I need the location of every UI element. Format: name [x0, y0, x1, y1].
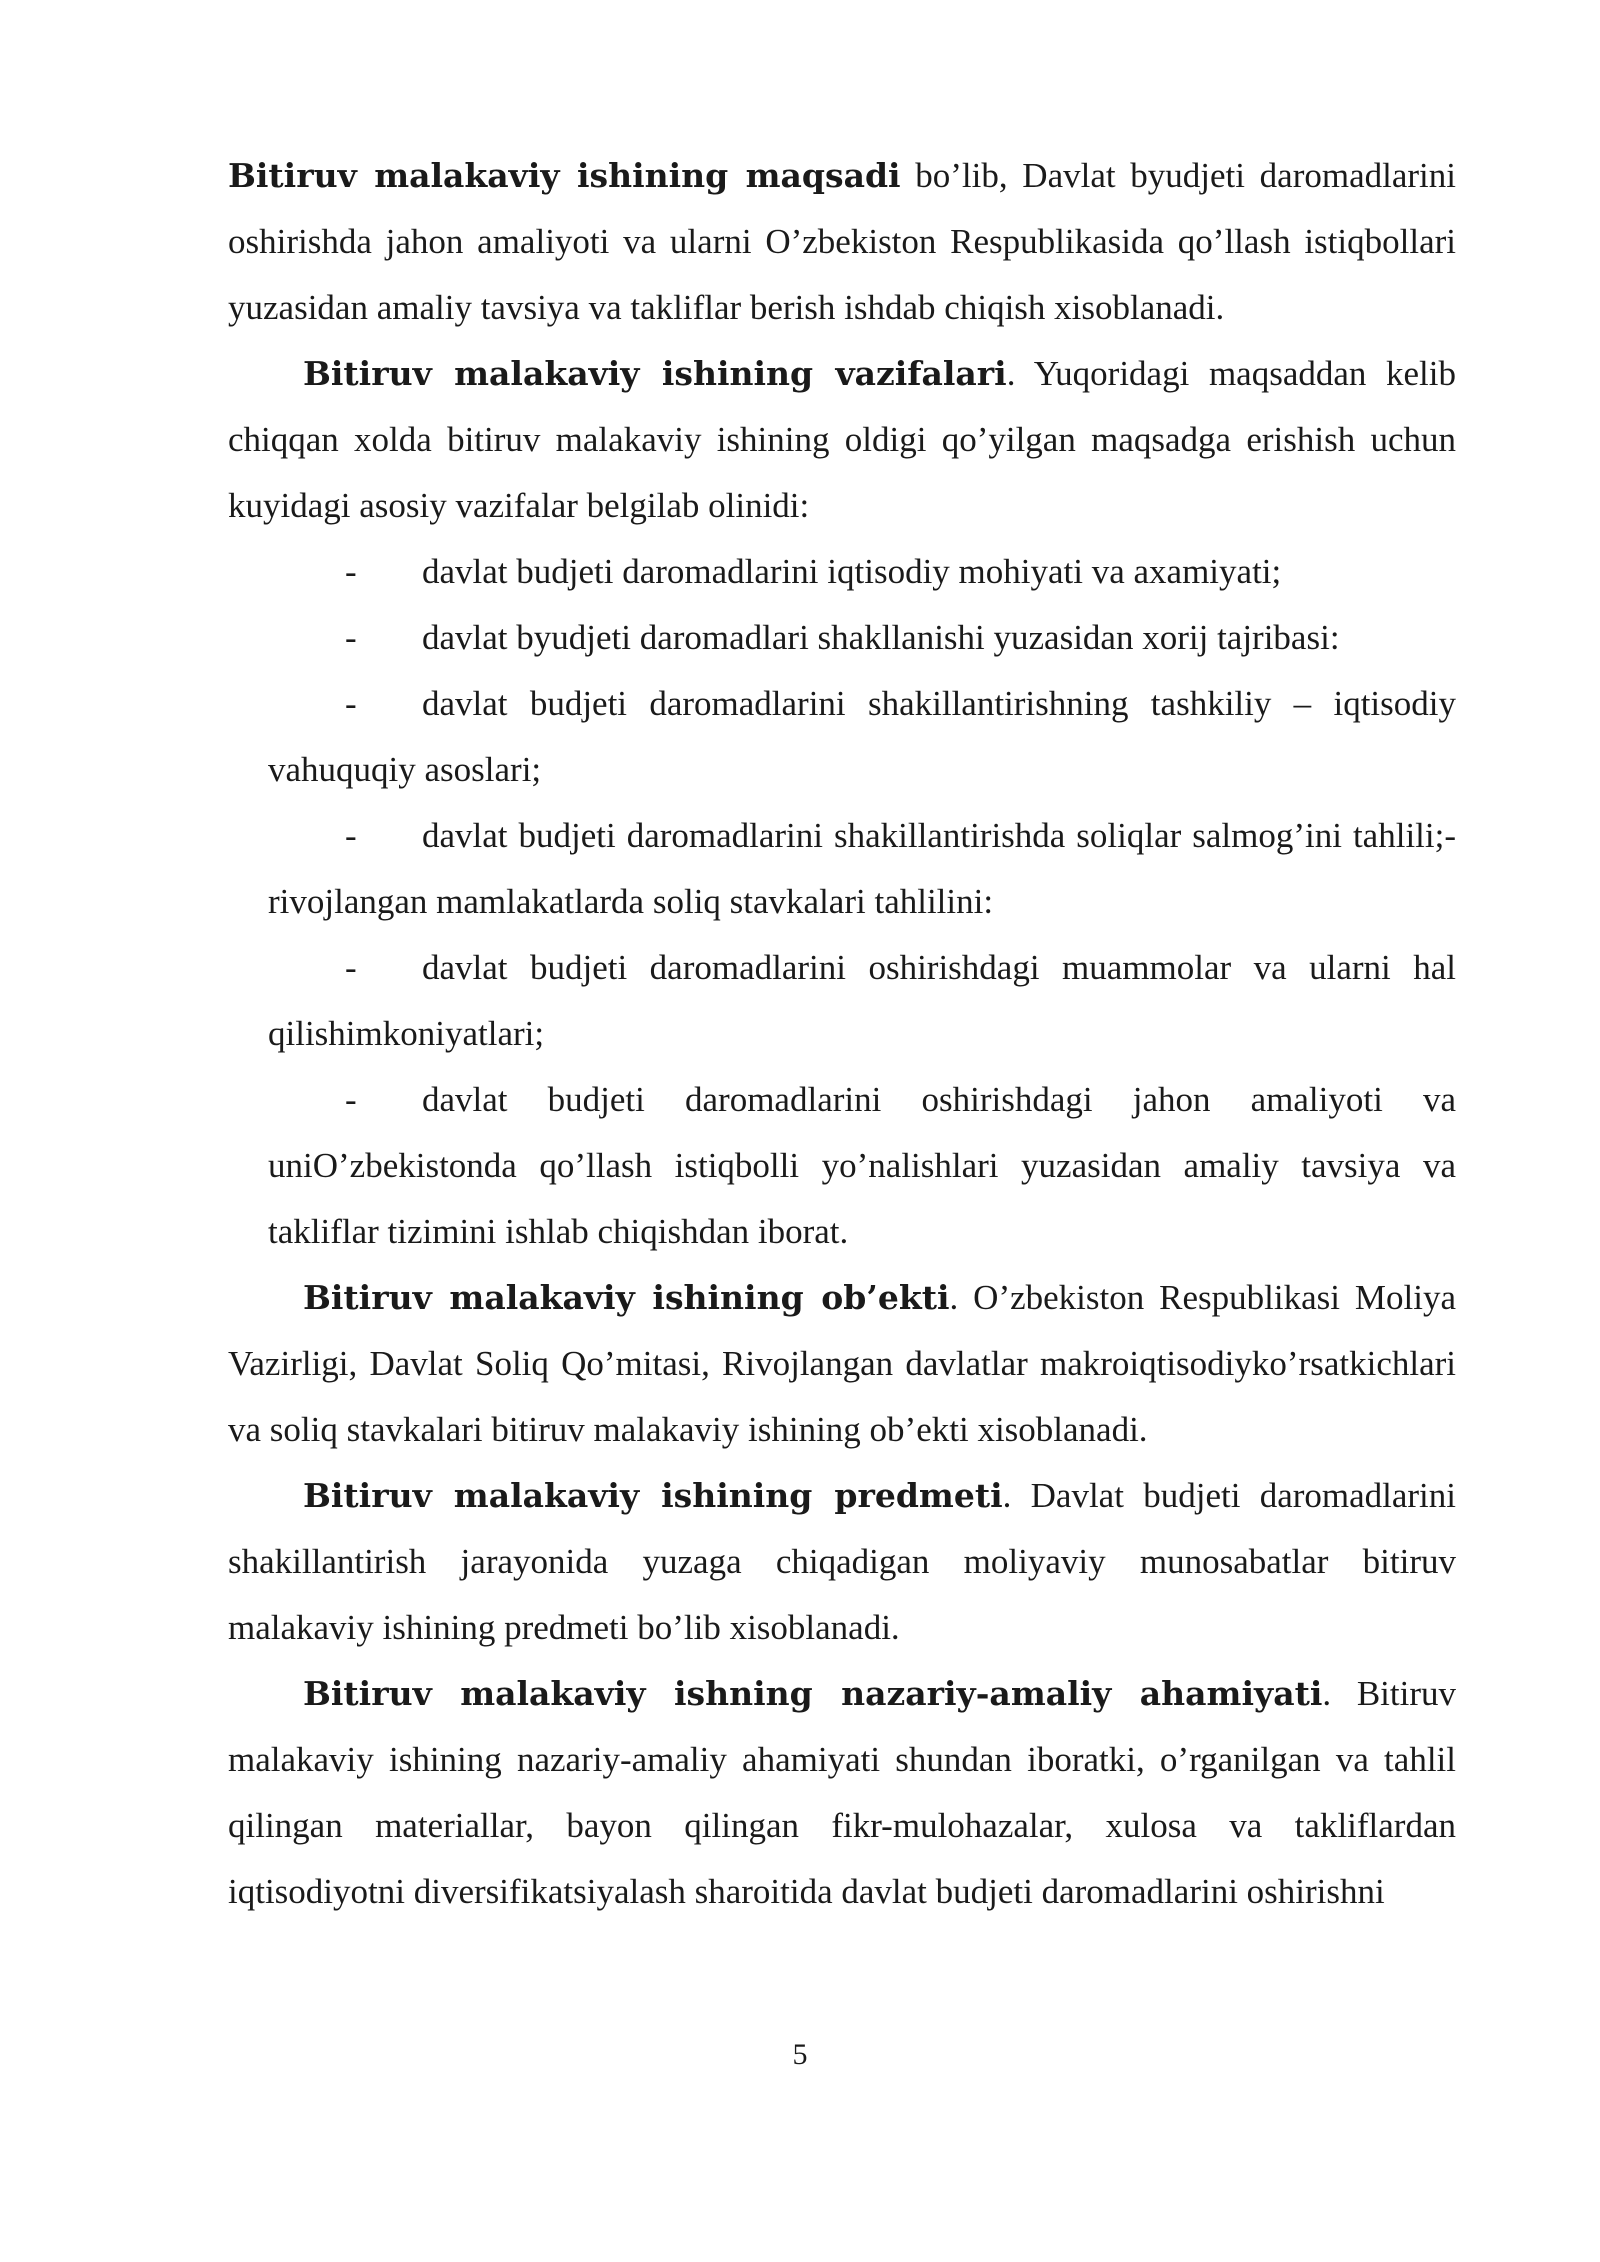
- task-list-item: [268, 539, 1456, 605]
- task-text: davlat budjeti daromadlarini oshirishdagi muammolar va ularni hal qilishimkoniyatlari;: [268, 948, 1456, 1053]
- dash-marker: -: [345, 618, 357, 657]
- task-text: davlat budjeti daromadlarini shakillantirishda soliqlar salmog’ini tahlili;- rivojlangan mamlakatlarda soliq stavkalari tahlilini:: [268, 816, 1456, 921]
- significance-text: . Bitiruv malakaviy ishining nazariy-amaliy ahamiyati shundan iboratki, o’rganilgan va tahlil qilingan materiallar, bayon qilingan fikr-mulohazalar, xulosa va takliflardan iqtisodiyotni diversifikatsiyalash sharoitida davlat budjeti daromadlarini oshirishni: [228, 1674, 1456, 1911]
- dash-marker: -: [345, 816, 357, 855]
- paragraph-significance: [228, 1661, 1456, 1925]
- task-list-item: [268, 605, 1456, 671]
- paragraph-subject: [228, 1463, 1456, 1661]
- task-list-item: [268, 1067, 1456, 1265]
- page-number: 5: [792, 2038, 808, 2071]
- task-list-item: [268, 671, 1456, 803]
- dash-marker: -: [345, 684, 357, 723]
- task-text: davlat byudjeti daromadlari shakllanishi yuzasidan xorij tajribasi:: [422, 618, 1340, 657]
- object-text: . O’zbekiston Respublikasi Moliya Vazirligi, Davlat Soliq Qo’mitasi, Rivojlangan davlatlar makroiqtisodiyko’rsatkichlari va soliq stavkalari bitiruv malakaviy ishining ob’ekti xisoblanadi.: [228, 1278, 1456, 1449]
- task-list: [228, 539, 1456, 1265]
- task-text: davlat budjeti daromadlarini shakillantirishning tashkiliy – iqtisodiy vahuquqiy asoslari;: [268, 684, 1456, 789]
- purpose-text: bo’lib, Davlat byudjeti daromadlarini oshirishda jahon amaliyoti va ularni O’zbekiston Respublikasida qo’llash istiqbollari yuzasidan amaliy tavsiya va takliflar berish ishdab chiqish xisoblanadi.: [228, 156, 1456, 327]
- task-list-item: [268, 935, 1456, 1067]
- tasks-heading: Bitiruv malakaviy ishining vazifalari: [303, 354, 1007, 393]
- dash-marker: -: [345, 948, 357, 987]
- dash-marker: -: [345, 1080, 357, 1119]
- paragraph-object: [228, 1265, 1456, 1463]
- task-text: davlat budjeti daromadlarini iqtisodiy mohiyati va axamiyati;: [422, 552, 1282, 591]
- dash-marker: -: [345, 552, 357, 591]
- subject-heading: Bitiruv malakaviy ishining predmeti: [303, 1476, 1003, 1515]
- task-text: davlat budjeti daromadlarini oshirishdagi jahon amaliyoti va uniO’zbekistonda qo’llash istiqbolli yo’nalishlari yuzasidan amaliy tavsiya va takliflar tizimini ishlab chiqishdan iborat.: [268, 1080, 1456, 1251]
- tasks-text: . Yuqoridagi maqsaddan kelib chiqqan xolda bitiruv malakaviy ishining oldigi qo’yilgan maqsadga erishish uchun kuyidagi asosiy vazifalar belgilab olinidi:: [228, 354, 1456, 525]
- object-heading: Bitiruv malakaviy ishining ob’ekti: [303, 1278, 950, 1317]
- paragraph-purpose: [228, 143, 1456, 341]
- significance-heading: Bitiruv malakaviy ishning nazariy-amaliy ahamiyati: [303, 1674, 1323, 1713]
- task-list-item: [268, 803, 1456, 935]
- paragraph-tasks: [228, 341, 1456, 539]
- body-text: [228, 143, 1456, 1925]
- purpose-heading: Bitiruv malakaviy ishining maqsadi: [228, 156, 901, 195]
- subject-text: . Davlat budjeti daromadlarini shakillantirish jarayonida yuzaga chiqadigan moliyaviy munosabatlar bitiruv malakaviy ishining predmeti bo’lib xisoblanadi.: [228, 1476, 1457, 1647]
